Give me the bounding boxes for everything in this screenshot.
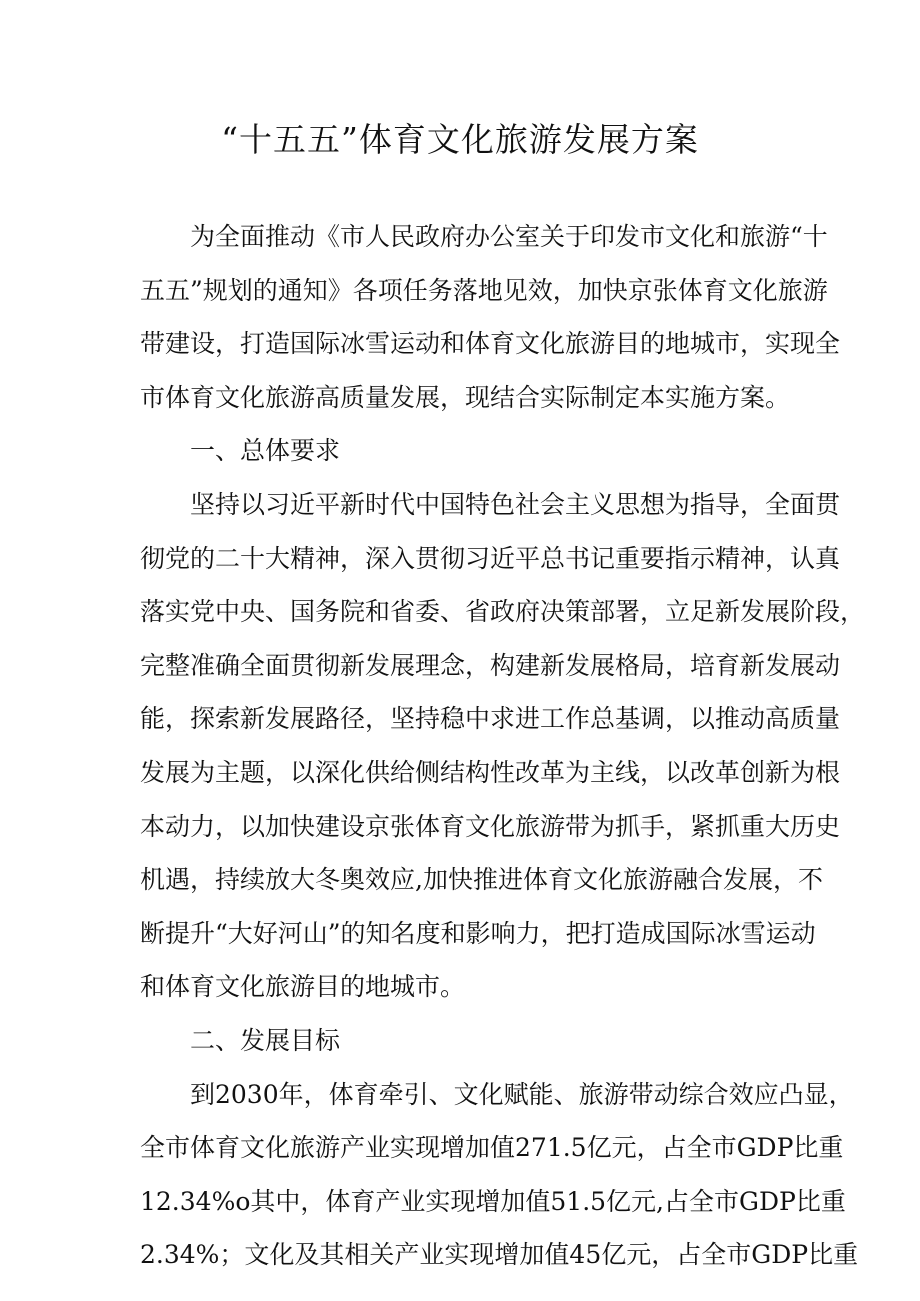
paragraph-line: 断提升“大好河山”的知名度和影响力，把打造成国际冰雪运动 xyxy=(140,918,816,948)
paragraph-line: 彻党的二十大精神，深入贯彻习近平总书记重要指示精神，认真 xyxy=(140,543,841,573)
section-heading: 二、发展目标 xyxy=(190,1025,341,1055)
paragraph-line: 完整准确全面贯彻新发展理念，构建新发展格局，培育新发展动 xyxy=(140,650,841,680)
paragraph-line: 到2030年，体育牵引、文化赋能、旅游带动综合效应凸显， xyxy=(190,1079,854,1109)
paragraph-line: 为全面推动《市人民政府办公室关于印发市文化和旅游“十 xyxy=(190,222,828,251)
paragraph-line: 落实党中央、国务院和省委、省政府决策部署，立足新发展阶段， xyxy=(140,597,866,627)
document-body xyxy=(140,210,866,1282)
paragraph-line: 2.34%；文化及其相关产业实现增加值45亿元，占全市GDP比重 xyxy=(140,1240,859,1270)
paragraph-line: 市体育文化旅游高质量发展，现结合实际制定本实施方案。 xyxy=(140,382,791,412)
paragraph-line: 本动力，以加快建设京张体育文化旅游带为抓手，紧抓重大历史 xyxy=(140,811,841,841)
paragraph-line: 机遇，持续放大冬奥效应,加快推进体育文化旅游融合发展，不 xyxy=(140,865,823,895)
paragraph-line: 12.34%o其中，体育产业实现增加值51.5亿元,占全市GDP比重 xyxy=(140,1186,846,1216)
paragraph-line: 和体育文化旅游目的地城市。 xyxy=(140,972,466,1002)
paragraph-line: 坚持以习近平新时代中国特色社会主义思想为指导，全面贯 xyxy=(190,489,841,519)
section-heading: 一、总体要求 xyxy=(190,436,341,466)
paragraph-line: 全市体育文化旅游产业实现增加值271.5亿元，占全市GDP比重 xyxy=(140,1133,844,1163)
paragraph-line: 发展为主题，以深化供给侧结构性改革为主线，以改革创新为根 xyxy=(140,757,841,787)
paragraph-line: 五五”规划的通知》各项任务落地见效，加快京张体育文化旅游 xyxy=(140,275,828,305)
document-title: “十五五”体育文化旅游发展方案 xyxy=(221,120,699,159)
paragraph-line: 带建设，打造国际冰雪运动和体育文化旅游目的地城市，实现全 xyxy=(140,329,841,359)
paragraph-line: 能，探索新发展路径，坚持稳中求进工作总基调，以推动高质量 xyxy=(140,704,841,734)
